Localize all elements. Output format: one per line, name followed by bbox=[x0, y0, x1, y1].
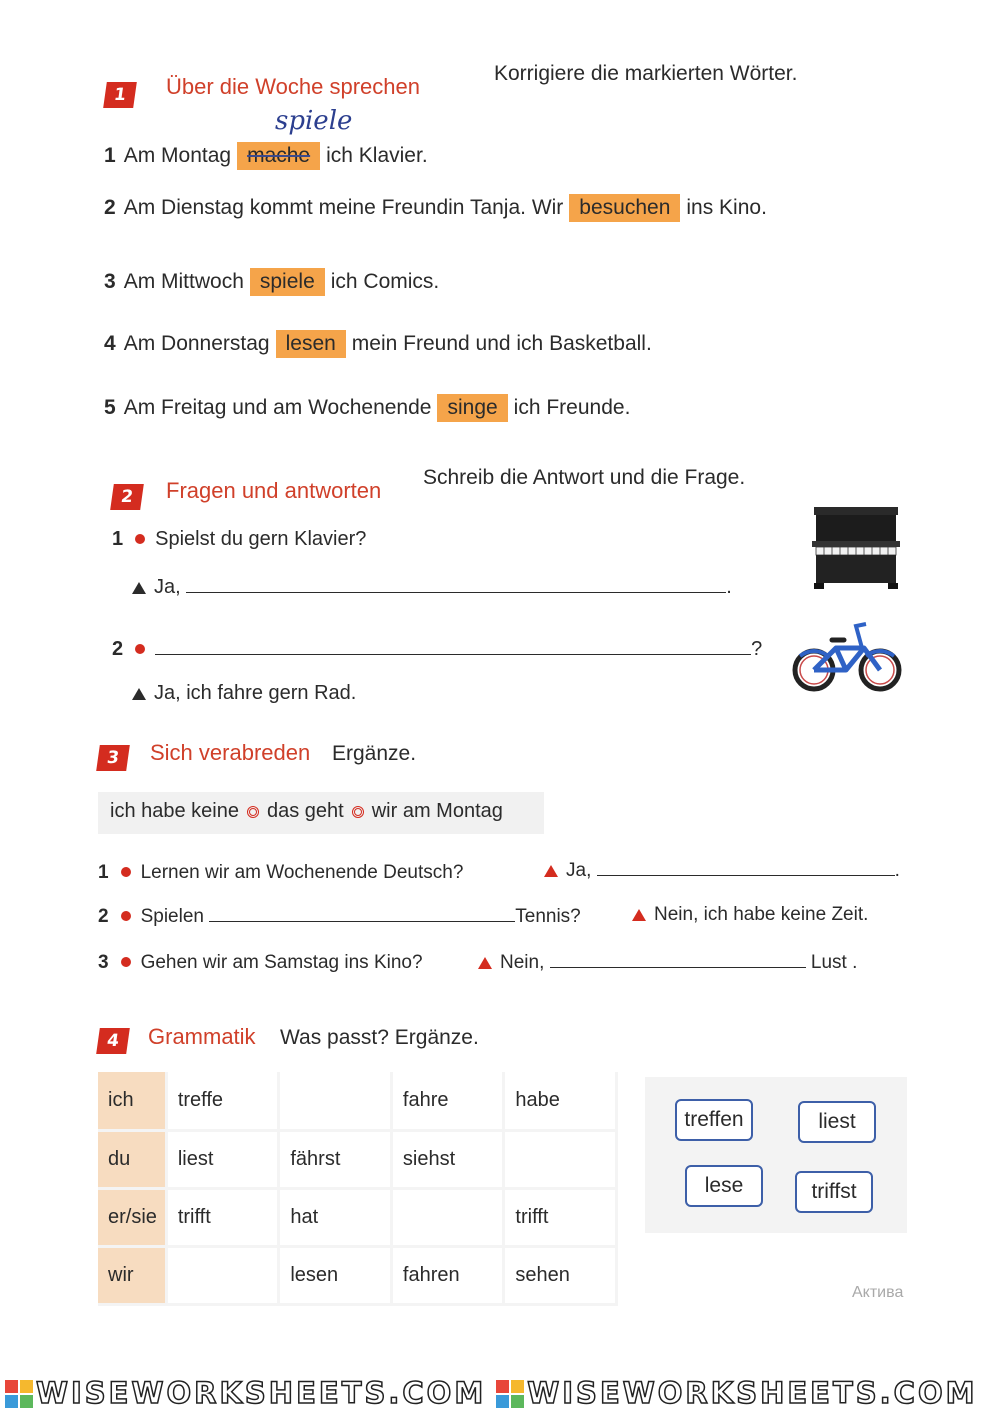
dialog-answer bbox=[478, 952, 857, 974]
triangle-icon bbox=[632, 909, 646, 921]
question-end: Tennis? bbox=[515, 906, 581, 927]
marked-word[interactable]: spiele bbox=[250, 268, 325, 296]
table-cell[interactable] bbox=[279, 1072, 392, 1130]
table-cell[interactable]: sehen bbox=[504, 1246, 617, 1304]
line-number: 2 bbox=[112, 638, 124, 660]
bullet-icon bbox=[121, 867, 131, 877]
section-instruction: Korrigiere die markierten Wörter. bbox=[494, 62, 798, 85]
word-card-area bbox=[645, 1077, 907, 1233]
table-row bbox=[98, 1130, 617, 1188]
brand-logo-icon bbox=[495, 1379, 525, 1409]
line-text: Am Freitag und am Wochenende bbox=[123, 396, 432, 419]
section-instruction: Was passt? Ergänze. bbox=[280, 1026, 479, 1049]
line-number: 4 bbox=[104, 332, 116, 355]
question-text: Spielen bbox=[140, 906, 204, 927]
section-title: Fragen und antworten bbox=[166, 478, 382, 503]
line-number: 3 bbox=[104, 270, 116, 293]
word-option: das geht bbox=[266, 800, 344, 822]
bullet-icon bbox=[135, 534, 145, 544]
watermark: Актива bbox=[852, 1284, 904, 1301]
triangle-icon bbox=[132, 688, 146, 700]
table-cell[interactable]: treffe bbox=[166, 1072, 279, 1130]
table-row bbox=[98, 1188, 617, 1246]
table-cell[interactable]: fahren bbox=[391, 1246, 504, 1304]
word-card[interactable]: lese bbox=[685, 1165, 763, 1207]
dialog-answer bbox=[632, 904, 868, 926]
table-cell[interactable] bbox=[504, 1130, 617, 1188]
table-cell[interactable]: fahre bbox=[391, 1072, 504, 1130]
brand-text: WISEWORKSHEETS.COM bbox=[36, 1376, 487, 1410]
answer-text: Ja, bbox=[154, 576, 181, 598]
triangle-icon bbox=[544, 865, 558, 877]
line-text: ich Comics. bbox=[330, 270, 440, 293]
pronoun-cell: er/sie bbox=[98, 1188, 166, 1246]
word-card[interactable]: triffst bbox=[795, 1171, 873, 1213]
answer-blank[interactable] bbox=[186, 592, 726, 593]
word-card[interactable]: liest bbox=[798, 1101, 876, 1143]
question-end: ? bbox=[751, 638, 763, 660]
table-cell[interactable]: lesen bbox=[279, 1246, 392, 1304]
pronoun-cell: du bbox=[98, 1130, 166, 1188]
line-number: 5 bbox=[104, 396, 116, 419]
brand-text: WISEWORKSHEETS.COM bbox=[527, 1376, 978, 1410]
answer-line bbox=[132, 682, 356, 705]
piano-icon bbox=[810, 505, 902, 591]
bullet-icon bbox=[121, 911, 131, 921]
section-number: 3 bbox=[96, 745, 130, 771]
table-cell[interactable]: siehst bbox=[391, 1130, 504, 1188]
word-option: ich habe keine bbox=[110, 800, 239, 822]
dialog-line bbox=[98, 906, 581, 928]
bullet-icon bbox=[135, 644, 145, 654]
dialog-answer bbox=[544, 860, 900, 882]
marked-word[interactable]: lesen bbox=[276, 330, 346, 358]
answer-text: Nein, ich habe keine Zeit. bbox=[654, 904, 869, 925]
line-number: 1 bbox=[112, 528, 124, 550]
answer-text: Ja, bbox=[566, 860, 592, 881]
line-number: 2 bbox=[104, 196, 116, 219]
footer-banner bbox=[0, 1376, 1000, 1413]
line-number: 3 bbox=[98, 952, 109, 973]
answer-blank[interactable] bbox=[597, 875, 895, 876]
marked-word[interactable]: singe bbox=[437, 394, 507, 422]
question-text: Lernen wir am Wochenende Deutsch? bbox=[140, 862, 464, 883]
word-bank bbox=[98, 792, 544, 834]
table-cell[interactable]: trifft bbox=[504, 1188, 617, 1246]
question-text: Gehen wir am Samstag ins Kino? bbox=[140, 952, 423, 973]
bullet-icon bbox=[121, 957, 131, 967]
pronoun-cell: wir bbox=[98, 1246, 166, 1304]
conjugation-table bbox=[98, 1072, 618, 1306]
marked-word[interactable]: mache bbox=[237, 142, 320, 170]
answer-line bbox=[132, 576, 732, 599]
answer-end: . bbox=[894, 860, 900, 881]
exercise-line bbox=[104, 268, 439, 296]
section-number: 2 bbox=[110, 484, 144, 510]
dialog-line bbox=[98, 952, 423, 974]
triangle-icon bbox=[132, 582, 146, 594]
line-text: Am Donnerstag bbox=[123, 332, 270, 355]
exercise-line bbox=[104, 142, 428, 170]
question-blank[interactable] bbox=[155, 654, 751, 655]
word-option: wir am Montag bbox=[371, 800, 503, 822]
section-instruction: Ergänze. bbox=[332, 742, 417, 765]
table-row bbox=[98, 1246, 617, 1304]
question-text: Spielst du gern Klavier? bbox=[155, 528, 367, 550]
section-title: Über die Woche sprechen bbox=[166, 74, 420, 99]
triangle-icon bbox=[478, 957, 492, 969]
section-number: 4 bbox=[96, 1028, 130, 1054]
question-blank[interactable] bbox=[209, 921, 515, 922]
bicycle-icon bbox=[792, 618, 904, 694]
exercise-line bbox=[104, 394, 630, 422]
word-card[interactable]: treffen bbox=[675, 1099, 753, 1141]
line-text: mein Freund und ich Basketball. bbox=[351, 332, 652, 355]
table-cell[interactable] bbox=[166, 1246, 279, 1304]
marked-word[interactable]: besuchen bbox=[569, 194, 680, 222]
brand-logo-icon bbox=[4, 1379, 34, 1409]
section-instruction: Schreib die Antwort und die Frage. bbox=[423, 466, 746, 489]
line-text: ich Klavier. bbox=[326, 144, 428, 167]
table-row bbox=[98, 1072, 617, 1130]
section-title: Grammatik bbox=[148, 1024, 256, 1049]
table-cell[interactable]: liest bbox=[166, 1130, 279, 1188]
answer-end: . bbox=[726, 576, 732, 598]
exercise-line bbox=[104, 194, 767, 222]
table-cell[interactable]: fährst bbox=[279, 1130, 392, 1188]
section-title: Sich verabreden bbox=[150, 740, 311, 765]
line-text: Am Dienstag kommt meine Freundin Tanja. Wir bbox=[123, 196, 564, 219]
section-number: 1 bbox=[103, 82, 137, 108]
line-number: 1 bbox=[104, 144, 116, 167]
line-text: Am Montag bbox=[123, 144, 232, 167]
line-text: ins Kino. bbox=[686, 196, 767, 219]
dialog-line bbox=[98, 862, 463, 884]
answer-text: Ja, ich fahre gern Rad. bbox=[154, 682, 357, 704]
answer-blank[interactable] bbox=[550, 967, 806, 968]
table-cell[interactable]: habe bbox=[504, 1072, 617, 1130]
line-text: Am Mittwoch bbox=[123, 270, 244, 293]
question-line bbox=[112, 638, 762, 661]
table-cell[interactable] bbox=[391, 1188, 504, 1246]
table-cell[interactable]: hat bbox=[279, 1188, 392, 1246]
question-line bbox=[112, 528, 366, 551]
table-cell[interactable]: trifft bbox=[166, 1188, 279, 1246]
separator-icon bbox=[352, 806, 364, 818]
line-number: 2 bbox=[98, 906, 109, 927]
answer-text: Nein, bbox=[500, 952, 545, 973]
separator-icon bbox=[247, 806, 259, 818]
handwritten-correction: spiele bbox=[275, 106, 353, 136]
line-number: 1 bbox=[98, 862, 109, 883]
pronoun-cell: ich bbox=[98, 1072, 166, 1130]
line-text: ich Freunde. bbox=[513, 396, 631, 419]
answer-end: Lust . bbox=[810, 952, 858, 973]
exercise-line bbox=[104, 330, 652, 358]
